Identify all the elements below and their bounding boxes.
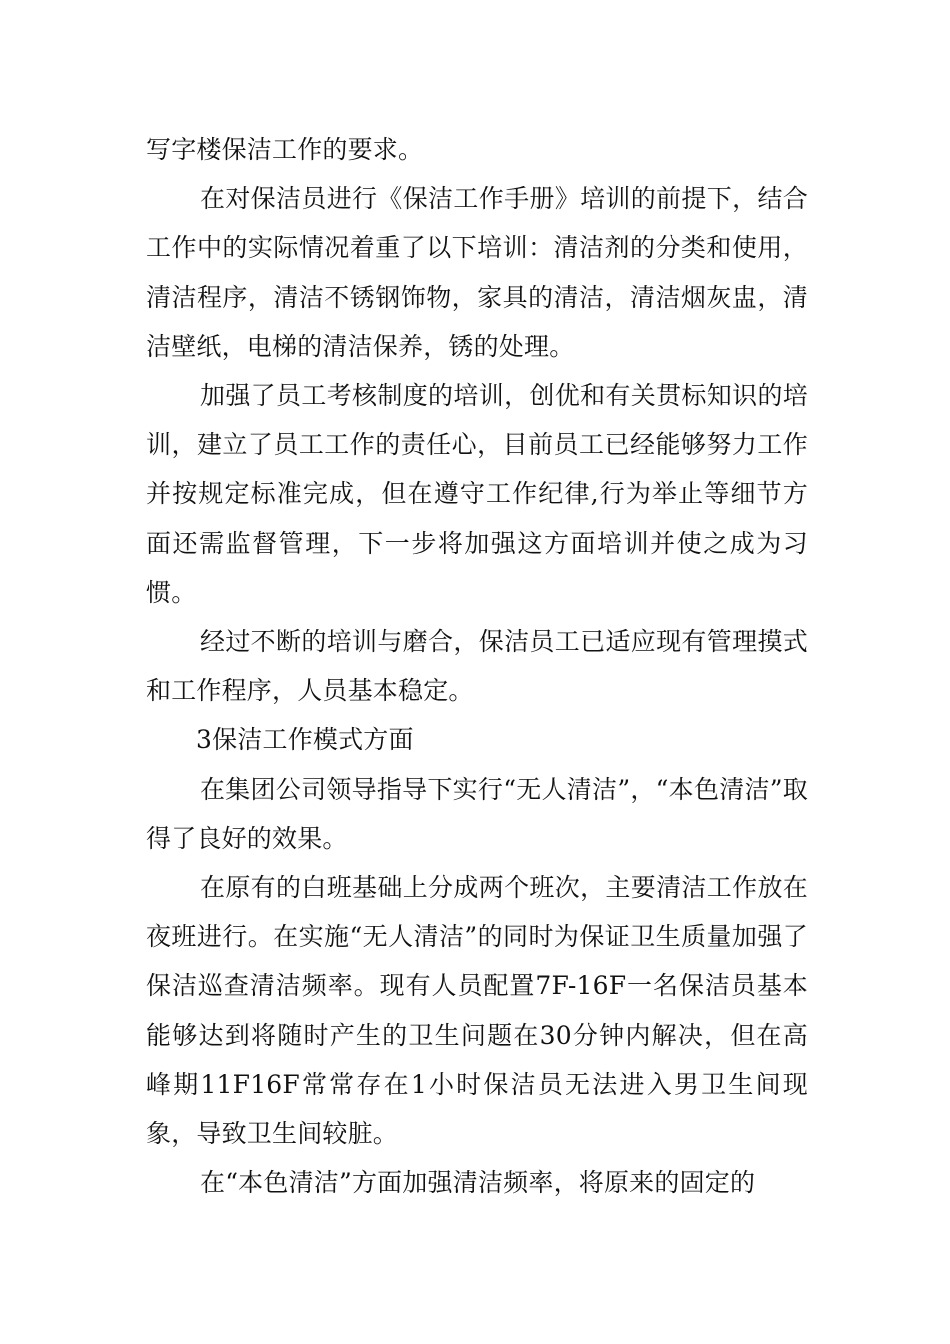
document-body (146, 125, 808, 1207)
section-heading: 3保洁工作模式方面 (196, 725, 414, 755)
paragraph-staff-stability: 经过不断的培训与磨合，保洁员工已适应现有管理摸式和工作程序，人员基本稳定。 (146, 627, 808, 706)
paragraph-cleaning-mode: 在集团公司领导指导下实行“无人清洁”，“本色清洁”取得了良好的效果。 (146, 774, 808, 853)
paragraph-shift-arrangement: 在原有的白班基础上分成两个班次，主要清洁工作放在夜班进行。在实施“无人清洁”的同时为保证卫生质量加强了保洁巡查清洁频率。现有人员配置7F-16F一名保洁员基本能够达到将随时产生的卫生问题在30分钟内解决，但在高峰期11F16F常常存在1小时保洁员无法进入男卫生间现象，导致卫生间较脏。 (146, 873, 808, 1149)
paragraph-assessment-training: 加强了员工考核制度的培训，创优和有关贯标知识的培训，建立了员工工作的责任心，目前员工已经能够努力工作并按规定标准完成，但在遵守工作纪律,行为举止等细节方面还需监督管理，下一步将加强这方面培训并使之成为习惯。 (146, 381, 808, 607)
paragraph-training-content: 在对保洁员进行《保洁工作手册》培训的前提下，结合工作中的实际情况着重了以下培训：清洁剂的分类和使用，清洁程序，清洁不锈钢饰物，家具的清洁，清洁烟灰盅，清洁壁纸，电梯的清洁保养，锈的处理。 (146, 184, 808, 361)
paragraph-continuation: 写字楼保洁工作的要求。 (146, 135, 424, 164)
paragraph-cleaning-frequency: 在“本色清洁”方面加强清洁频率，将原来的固定的 (200, 1168, 756, 1198)
